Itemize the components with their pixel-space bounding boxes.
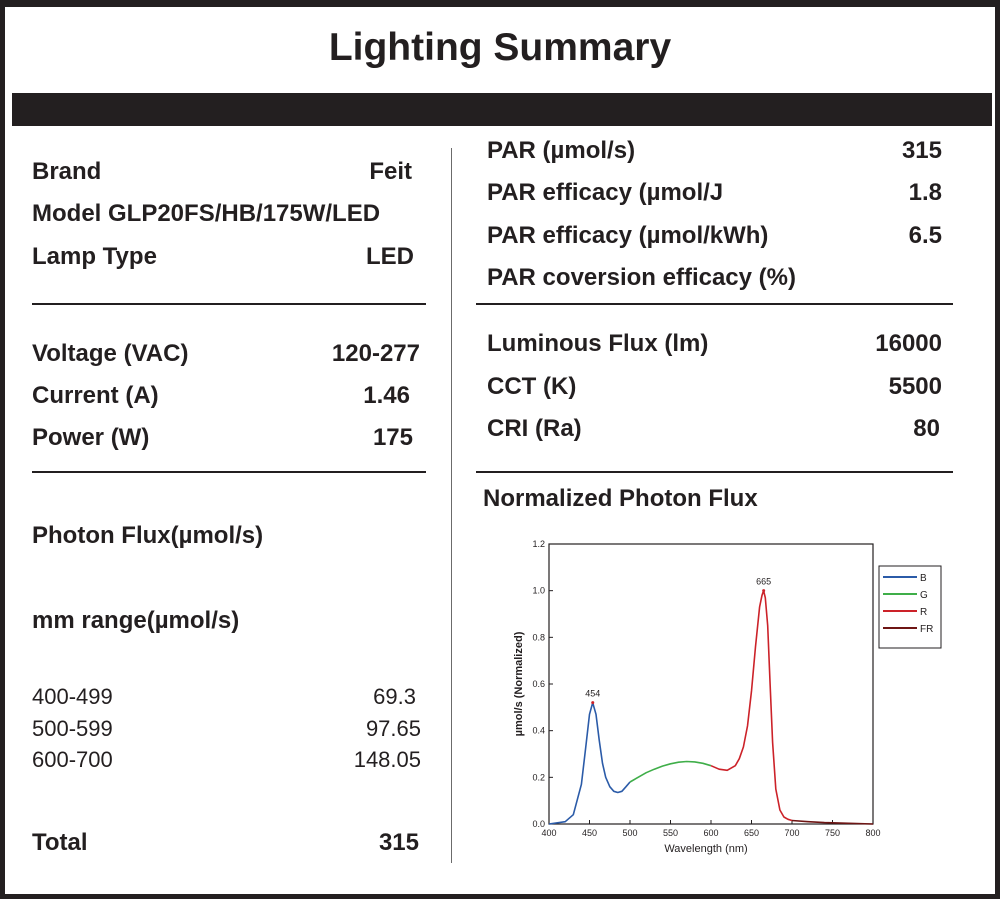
spec-label: PAR efficacy (µmol/kWh) bbox=[487, 222, 769, 249]
legend-label: R bbox=[920, 607, 928, 618]
spec-label: Brand bbox=[32, 158, 102, 185]
spec-label: PAR efficacy (µmol/J bbox=[487, 179, 724, 206]
peak-label: 454 bbox=[585, 688, 601, 699]
spec-label: Luminous Flux (lm) bbox=[487, 330, 709, 357]
divider-line bbox=[476, 303, 953, 305]
page-title: Lighting Summary bbox=[328, 26, 672, 69]
y-tick-label: 1.0 bbox=[532, 585, 545, 596]
spec-value: 1.8 bbox=[908, 179, 942, 206]
spec-row-cri bbox=[487, 415, 940, 443]
legend-label: FR bbox=[920, 624, 934, 635]
spec-row-par-efficacy-kwh bbox=[487, 222, 942, 250]
legend-label: B bbox=[920, 573, 927, 584]
range-label: mm range(µmol/s) bbox=[32, 607, 240, 634]
spec-value: LED bbox=[366, 243, 414, 270]
divider-line bbox=[32, 471, 426, 473]
spec-label: Voltage (VAC) bbox=[32, 340, 189, 367]
plot-frame bbox=[549, 544, 873, 824]
range-value: 97.65 bbox=[365, 716, 421, 741]
peak-marker bbox=[591, 701, 594, 704]
series-line-b bbox=[549, 703, 630, 824]
y-axis-label: µmol/s (Normalized) bbox=[513, 631, 525, 737]
total-label: Total bbox=[32, 829, 88, 856]
range-value: 69.3 bbox=[373, 684, 416, 709]
range-row-400-499 bbox=[32, 684, 416, 710]
spec-row-voltage bbox=[32, 340, 420, 368]
divider-line bbox=[32, 303, 426, 305]
x-tick-label: 450 bbox=[581, 828, 598, 838]
spec-row-cct bbox=[487, 373, 942, 401]
peak-label: 665 bbox=[756, 576, 772, 587]
spec-label: CRI (Ra) bbox=[487, 415, 582, 442]
spec-row-par-efficacy-j bbox=[487, 179, 942, 207]
spec-value: Feit bbox=[369, 158, 412, 185]
x-axis-label: Wavelength (nm) bbox=[664, 843, 748, 855]
x-tick-label: 800 bbox=[865, 828, 881, 838]
y-tick-label: 0.2 bbox=[532, 772, 545, 783]
spec-value: 120-277 bbox=[331, 340, 420, 367]
spec-row-power bbox=[32, 424, 413, 452]
range-row-600-700 bbox=[32, 747, 421, 773]
spec-label: Current (A) bbox=[32, 382, 159, 409]
spec-label: Lamp Type bbox=[32, 243, 157, 270]
y-tick-label: 0.8 bbox=[532, 632, 545, 643]
x-tick-label: 650 bbox=[743, 828, 760, 838]
y-tick-label: 0.4 bbox=[532, 725, 545, 736]
range-row-500-599 bbox=[32, 716, 421, 742]
header-bar bbox=[12, 93, 992, 126]
spec-value: 315 bbox=[901, 137, 942, 164]
spec-label: Model GLP20FS/HB/175W/LED bbox=[32, 200, 381, 227]
spec-label: PAR coversion efficacy (%) bbox=[487, 264, 796, 291]
spec-row-lamp-type bbox=[32, 243, 414, 271]
range-value: 148.05 bbox=[353, 747, 421, 772]
total-row bbox=[32, 829, 419, 857]
spec-row-par-conversion bbox=[487, 264, 942, 292]
x-tick-label: 700 bbox=[784, 828, 800, 838]
spectrum-chart bbox=[500, 530, 950, 870]
x-tick-label: 400 bbox=[541, 828, 557, 838]
spec-row-current bbox=[32, 382, 410, 410]
photon-flux-label: Photon Flux(µmol/s) bbox=[32, 522, 264, 549]
spec-row-par bbox=[487, 137, 942, 165]
spec-value: 16000 bbox=[875, 330, 942, 357]
spec-label: Power (W) bbox=[32, 424, 150, 451]
spec-value: 6.5 bbox=[908, 222, 942, 249]
y-tick-label: 0.0 bbox=[532, 819, 545, 829]
series-line-g bbox=[630, 762, 711, 783]
range-name: 400-499 bbox=[32, 684, 113, 709]
legend-label: G bbox=[920, 590, 928, 601]
divider-line bbox=[476, 471, 953, 473]
total-value: 315 bbox=[378, 829, 419, 856]
column-divider bbox=[451, 148, 452, 863]
spec-row-model bbox=[32, 200, 422, 228]
y-tick-label: 1.2 bbox=[532, 539, 545, 549]
x-tick-label: 500 bbox=[622, 828, 638, 838]
range-name: 500-599 bbox=[32, 716, 113, 741]
y-tick-label: 0.6 bbox=[532, 679, 545, 689]
photon-flux-heading bbox=[32, 522, 263, 550]
spec-value: 175 bbox=[372, 424, 413, 451]
spec-row-luminous-flux bbox=[487, 330, 942, 358]
x-tick-label: 600 bbox=[703, 828, 719, 838]
spec-value: 5500 bbox=[888, 373, 942, 400]
range-name: 600-700 bbox=[32, 747, 113, 772]
series-line-r bbox=[711, 591, 792, 821]
spec-value: 1.46 bbox=[363, 382, 410, 409]
legend-box bbox=[879, 566, 941, 648]
x-tick-label: 750 bbox=[824, 828, 841, 838]
chart-title: Normalized Photon Flux bbox=[483, 485, 758, 512]
spec-row-brand bbox=[32, 158, 412, 186]
range-heading bbox=[32, 607, 239, 635]
peak-marker bbox=[762, 589, 765, 592]
spec-label: CCT (K) bbox=[487, 373, 577, 400]
spec-label: PAR (µmol/s) bbox=[487, 137, 636, 164]
spec-value: 80 bbox=[913, 415, 940, 442]
x-tick-label: 550 bbox=[662, 828, 679, 838]
